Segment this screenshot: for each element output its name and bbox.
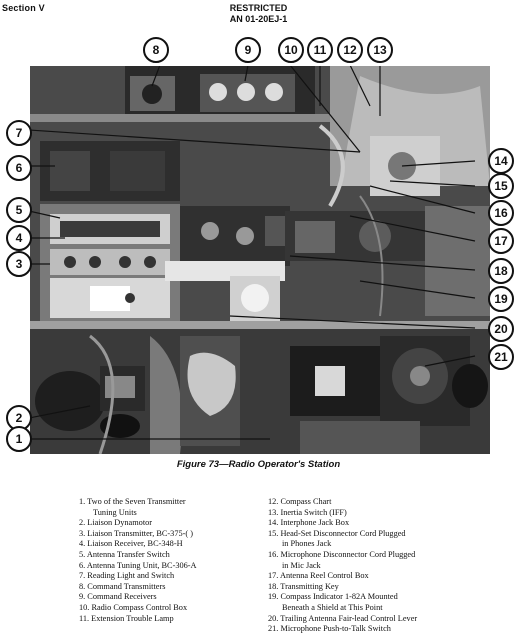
- callout-21: 21: [488, 344, 514, 370]
- callout-2: 2: [6, 405, 32, 431]
- callout-1: 1: [6, 426, 32, 452]
- callout-10: 10: [278, 37, 304, 63]
- callout-18: 18: [488, 258, 514, 284]
- legend-item: 1. Two of the Seven Transmitter: [79, 497, 186, 506]
- legend-left: [79, 497, 259, 624]
- legend-item: 8. Command Transmitters: [79, 581, 166, 591]
- legend-item-continuation: Beneath a Shield at This Point: [282, 602, 383, 612]
- callout-16: 16: [488, 200, 514, 226]
- legend-item: 9. Command Receivers: [79, 592, 157, 602]
- station-photo-drawing: [30, 66, 490, 454]
- document-header: [0, 3, 517, 25]
- legend-item: 3. Liaison Transmitter, BC-375-( ): [79, 528, 193, 538]
- legend-item: 19. Compass Indicator 1-82A Mounted: [268, 592, 398, 602]
- legend-item: 12. Compass Chart: [268, 497, 332, 506]
- callout-11: 11: [307, 37, 333, 63]
- legend-item: 2. Liaison Dynamotor: [79, 518, 153, 528]
- section-label: Section V: [2, 3, 45, 13]
- callout-7: 7: [6, 120, 32, 146]
- legend-item: 7. Reading Light and Switch: [79, 571, 175, 581]
- callout-5: 5: [6, 197, 32, 223]
- callout-19: 19: [488, 286, 514, 312]
- legend-item: 20. Trailing Antenna Fair-lead Control Lever: [268, 613, 418, 623]
- callout-3: 3: [6, 251, 32, 277]
- legend-item: 18. Transmitting Key: [268, 581, 339, 591]
- legend-item-continuation: in Phones Jack: [282, 539, 332, 549]
- station-photo: [30, 66, 490, 454]
- callout-8: 8: [143, 37, 169, 63]
- legend-item: 10. Radio Compass Control Box: [79, 602, 188, 612]
- legend-item: 4. Liaison Receiver, BC-348-H: [79, 539, 183, 549]
- callout-4: 4: [6, 225, 32, 251]
- callout-14: 14: [488, 148, 514, 174]
- legend-item: 13. Inertia Switch (IFF): [268, 507, 347, 517]
- legend-item: 6. Antenna Tuning Unit, BC-306-A: [79, 560, 197, 570]
- callout-13: 13: [367, 37, 393, 63]
- callout-15: 15: [488, 173, 514, 199]
- legend-item: 5. Antenna Transfer Switch: [79, 549, 170, 559]
- legend-item: 21. Microphone Push-to-Talk Switch: [268, 624, 391, 634]
- callout-17: 17: [488, 228, 514, 254]
- callout-6: 6: [6, 155, 32, 181]
- callout-20: 20: [488, 316, 514, 342]
- legend-item: 14. Interphone Jack Box: [268, 518, 350, 528]
- document-id: AN 01-20EJ-1: [229, 14, 288, 24]
- figure-caption: Figure 73—Radio Operator's Station: [176, 459, 341, 470]
- callout-12: 12: [337, 37, 363, 63]
- legend-item: 15. Head-Set Disconnector Cord Plugged: [268, 528, 406, 538]
- legend-item: 17. Antenna Reel Control Box: [268, 571, 369, 581]
- restricted-label: RESTRICTED: [229, 3, 288, 13]
- legend-item-continuation: Tuning Units: [93, 507, 137, 517]
- legend-item: 16. Microphone Disconnector Cord Plugged: [268, 549, 416, 559]
- legend-item-continuation: in Mic Jack: [282, 560, 321, 570]
- callout-9: 9: [235, 37, 261, 63]
- legend-right: [268, 497, 498, 635]
- legend-item: 11. Extension Trouble Lamp: [79, 613, 174, 623]
